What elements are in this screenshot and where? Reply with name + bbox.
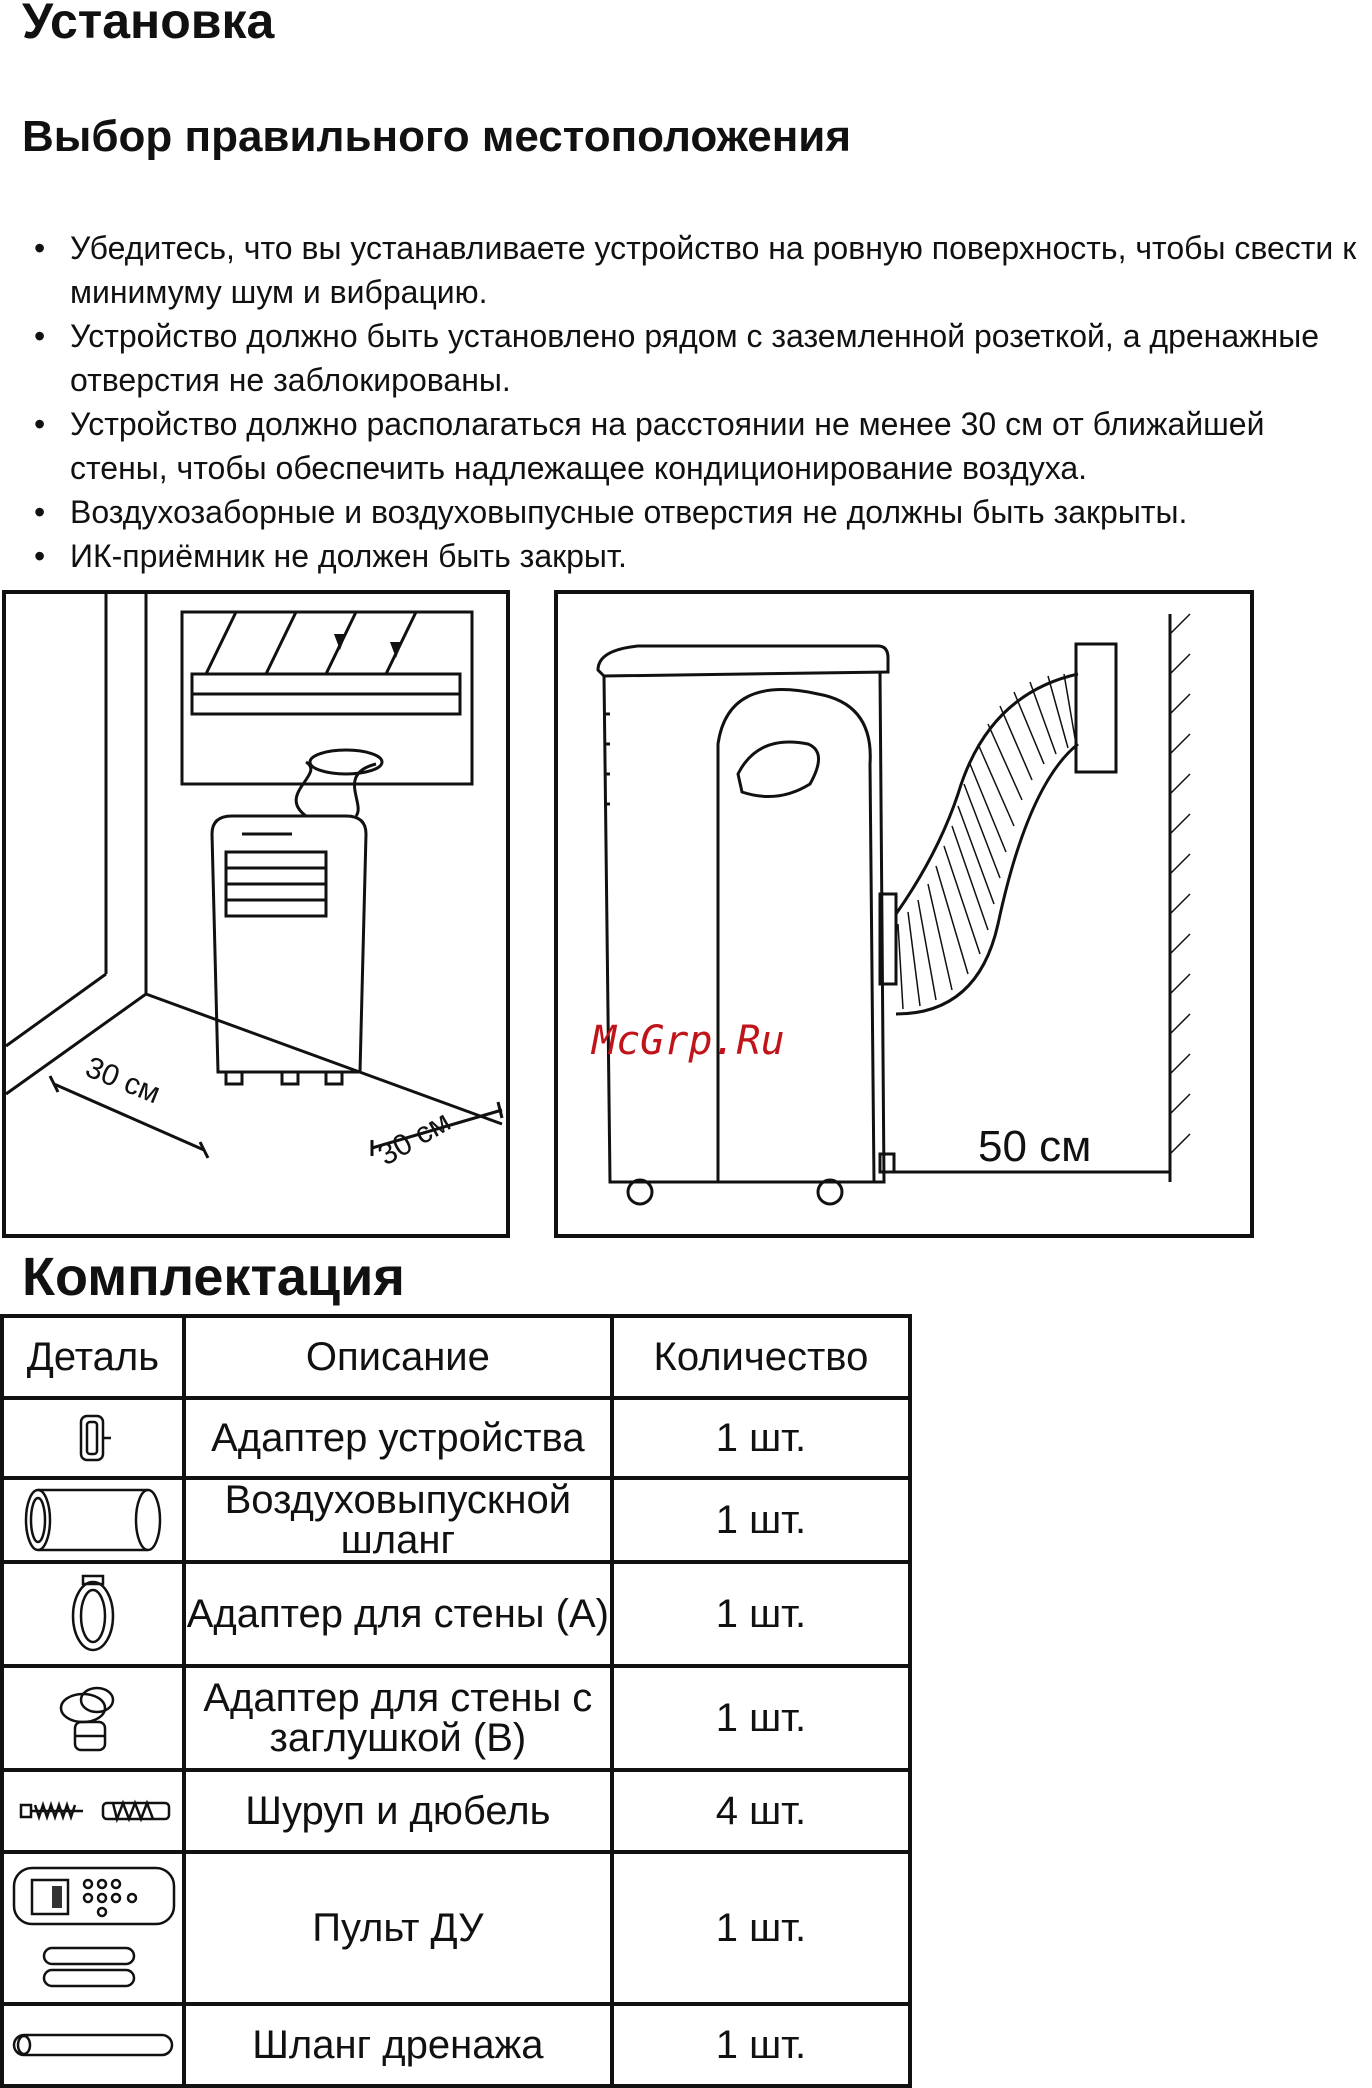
column-header: Описание [184, 1316, 612, 1398]
table-row [2, 1478, 910, 1562]
part-quantity: 1 шт. [612, 1478, 910, 1562]
dimension-label: 50 см [978, 1122, 1092, 1171]
part-image-cell [2, 1770, 184, 1852]
dimension-label: 30 см [80, 1050, 165, 1111]
unit-adapter-icon [63, 1410, 123, 1466]
column-header: Количество [612, 1316, 910, 1398]
list-item: • Воздухозаборные и воздуховыпусные отверстия не должны быть закрыты. [30, 490, 1370, 534]
list-item: • Устройство должно быть установлено рядом с заземленной розеткой, а дренажные отверстия не заблокированы. [30, 314, 1370, 402]
room-placement-figure [2, 590, 510, 1238]
section-title: Установка [22, 0, 275, 49]
part-image-cell [2, 1478, 184, 1562]
part-image-cell [2, 1562, 184, 1666]
dimension-label: 30 см [372, 1104, 457, 1173]
table-row [2, 1398, 910, 1478]
part-image-cell [2, 1398, 184, 1478]
part-description: Шуруп и дюбель [184, 1770, 612, 1852]
watermark: McGrp.Ru [592, 1018, 785, 1064]
table-row [2, 1666, 910, 1770]
column-header: Деталь [2, 1316, 184, 1398]
side-view-illustration [558, 594, 1250, 1234]
table-row [2, 1770, 910, 1852]
drain-hose-icon [8, 2027, 178, 2063]
part-quantity: 1 шт. [612, 1852, 910, 2004]
requirements-list [30, 226, 1370, 578]
exhaust-hose-icon [18, 1484, 168, 1556]
list-item: • ИК-приёмник не должен быть закрыт. [30, 534, 1370, 578]
kit-title: Комплектация [22, 1247, 405, 1307]
part-quantity: 1 шт. [612, 2004, 910, 2086]
wall-adapter-b-icon [53, 1678, 133, 1758]
part-quantity: 1 шт. [612, 1666, 910, 1770]
list-item: • Убедитесь, что вы устанавливаете устройство на ровную поверхность, чтобы свести к минимуму шум и вибрацию. [30, 226, 1370, 314]
part-quantity: 1 шт. [612, 1398, 910, 1478]
part-description: Воздуховыпускной шланг [184, 1478, 612, 1562]
wall-adapter-a-icon [63, 1572, 123, 1656]
screw-dowel-icon [13, 1791, 173, 1831]
table-header-row [2, 1316, 910, 1398]
part-image-cell [2, 1852, 184, 2004]
part-description: Адаптер для стены с заглушкой (В) [184, 1666, 612, 1770]
part-description: Адаптер для стены (А) [184, 1562, 612, 1666]
remote-control-icon [8, 1858, 178, 1998]
list-item: • Устройство должно располагаться на расстоянии не менее 30 см от ближайшей стены, чтобы обеспечить надлежащее кондиционирование воздуха. [30, 402, 1370, 490]
part-quantity: 1 шт. [612, 1562, 910, 1666]
kit-table [0, 1314, 912, 2088]
part-description: Шланг дренажа [184, 2004, 612, 2086]
part-image-cell [2, 2004, 184, 2086]
side-view-figure [554, 590, 1254, 1238]
table-row [2, 1852, 910, 2004]
part-quantity: 4 шт. [612, 1770, 910, 1852]
part-description: Пульт ДУ [184, 1852, 612, 2004]
part-image-cell [2, 1666, 184, 1770]
subsection-title: Выбор правильного местоположения [22, 112, 851, 161]
table-row [2, 2004, 910, 2086]
part-description: Адаптер устройства [184, 1398, 612, 1478]
table-row [2, 1562, 910, 1666]
